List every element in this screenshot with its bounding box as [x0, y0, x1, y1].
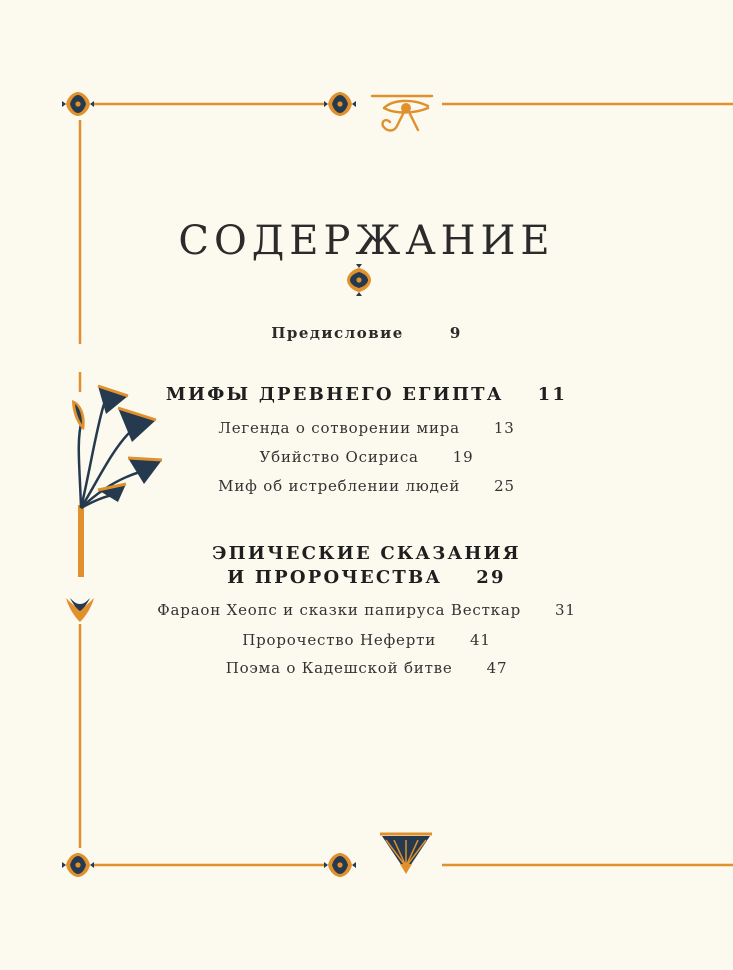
entry-page-number: 47: [486, 659, 508, 677]
entry-label: Легенда о сотворении мира: [218, 419, 460, 437]
toc-entry[interactable]: [0, 477, 733, 495]
entry-label: Поэма о Кадешской битве: [225, 659, 453, 677]
toc-entry[interactable]: [0, 448, 733, 466]
page-title: СОДЕРЖАНИЕ: [178, 218, 555, 264]
entry-page-number: 9: [449, 324, 462, 342]
section-title: ЭПИЧЕСКИЕ СКАЗАНИЯ: [212, 543, 521, 564]
section-page-number: 11: [537, 384, 568, 405]
entry-page-number: 19: [452, 448, 474, 466]
entry-page-number: 13: [493, 419, 515, 437]
lotus-ornament-icon: [62, 853, 94, 877]
lotus-flower-icon: [380, 834, 432, 874]
section-title: И ПРОРОЧЕСТВА: [227, 567, 443, 588]
entry-page-number: 31: [555, 601, 576, 619]
lotus-ornament-icon: [347, 264, 371, 296]
section-page-number: 29: [476, 567, 506, 588]
toc-section-epics-line2[interactable]: [0, 567, 733, 588]
entry-page-number: 25: [494, 477, 515, 495]
entry-page-number: 41: [470, 631, 491, 649]
toc-entry[interactable]: [0, 601, 733, 619]
eye-of-horus-icon: [372, 96, 432, 131]
entry-label: Убийство Осириса: [259, 448, 419, 466]
entry-label: Миф об истреблении людей: [218, 477, 461, 495]
entry-label: Пророчество Неферти: [242, 631, 437, 649]
lotus-ornament-icon: [324, 92, 356, 116]
section-title: МИФЫ ДРЕВНЕГО ЕГИПТА: [165, 384, 504, 405]
toc-entry[interactable]: [0, 419, 733, 437]
entry-label: Предисловие: [271, 324, 404, 342]
toc-section-myths[interactable]: [0, 384, 733, 405]
toc-entry-preface[interactable]: [0, 324, 733, 342]
lotus-ornament-icon: [324, 853, 356, 877]
toc-section-epics[interactable]: [0, 543, 733, 564]
toc-entry[interactable]: [0, 659, 733, 677]
lotus-ornament-icon: [62, 92, 94, 116]
entry-label: Фараон Хеопс и сказки папируса Весткар: [157, 601, 521, 619]
toc-entry[interactable]: [0, 631, 733, 649]
